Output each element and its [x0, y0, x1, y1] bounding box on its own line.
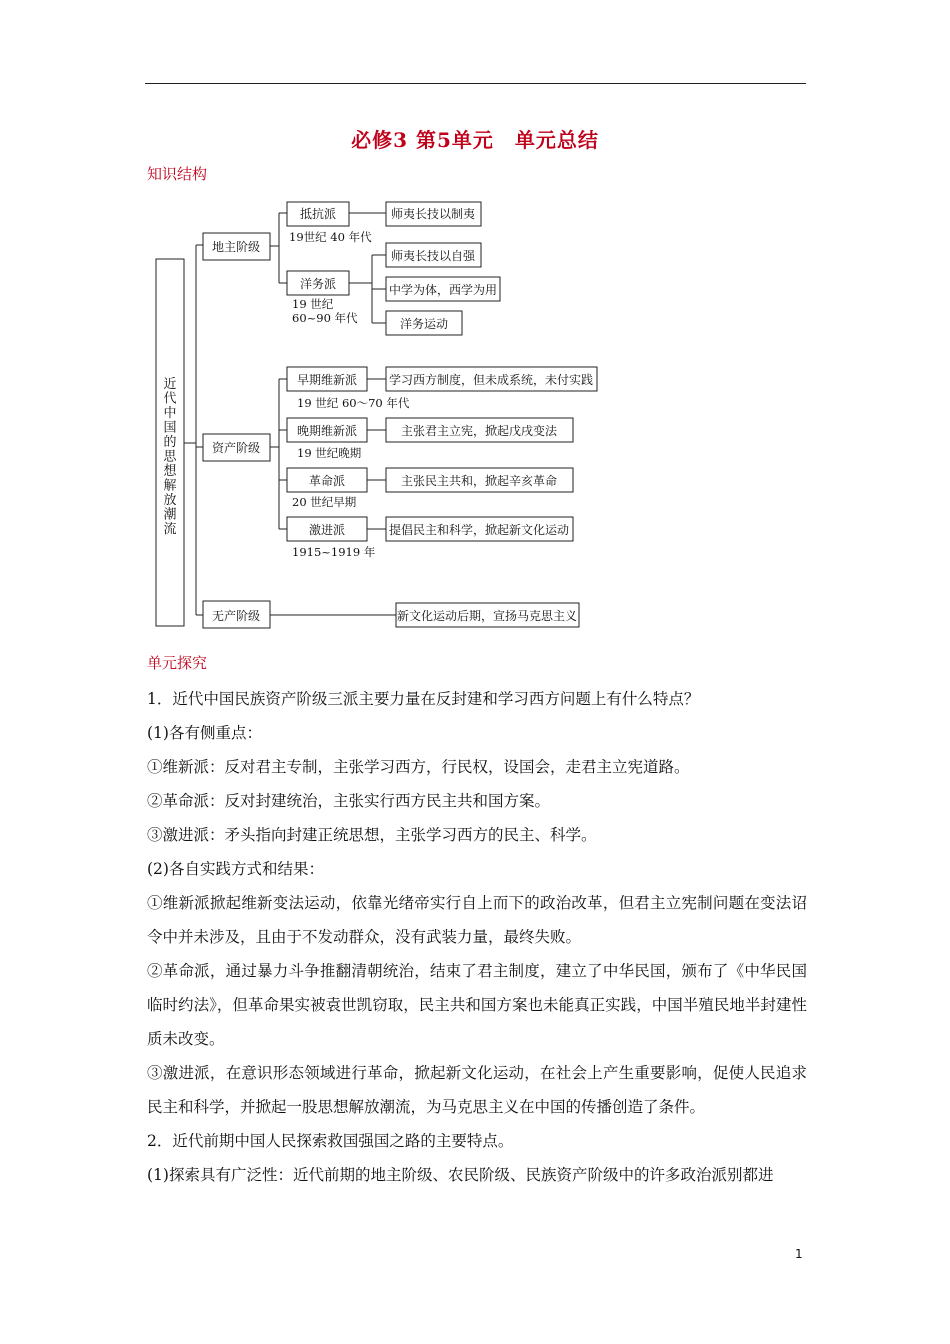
faction-westernization-label: 洋务派	[299, 277, 337, 291]
q1-point-1-a: ①维新派：反对君主专制，主张学习西方，行民权，设国会，走君主立宪道路。	[147, 758, 690, 776]
q1-point-2-c: ③激进派，在意识形态领域进行革命，掀起新文化运动，在社会上产生重要影响，促使人民追求民主和科学，并掀起一股思想解放潮流，为马克思主义在中国的传播创造了条件。	[147, 1064, 807, 1116]
faction-revolutionary-time: 20 世纪早期	[292, 495, 357, 509]
section-heading-inquiry: 单元探究	[147, 654, 208, 672]
question-2: 2．近代前期中国人民探索救国强国之路的主要特点。	[147, 1132, 514, 1150]
faction-resist-time: 19世纪 40 年代	[289, 230, 372, 244]
class-bourgeois-label: 资产阶级	[211, 441, 261, 455]
idea-rad-1: 提倡民主和科学，掀起新文化运动	[388, 523, 570, 537]
class-landlord-label: 地主阶级	[211, 240, 261, 254]
section-heading-structure: 知识结构	[147, 165, 208, 183]
faction-early-reform-label: 早期维新派	[296, 373, 358, 387]
q1-point-1: (1)各有侧重点：	[147, 724, 262, 742]
q2-point-1: (1)探索具有广泛性：近代前期的地主阶级、农民阶级、民族资产阶级中的许多政治派别都进	[147, 1166, 774, 1184]
knowledge-structure-diagram	[0, 0, 950, 640]
page-number: 1	[795, 1247, 803, 1261]
faction-late-reform-time: 19 世纪晚期	[297, 446, 362, 460]
idea-late-1: 主张君主立宪，掀起戊戌变法	[400, 424, 558, 438]
faction-westernization-time-2: 60~90 年代	[292, 311, 358, 325]
idea-west-2: 中学为体，西学为用	[388, 283, 498, 297]
faction-westernization-time-1: 19 世纪	[292, 297, 334, 311]
idea-rev-1: 主张民主共和，掀起辛亥革命	[400, 474, 558, 488]
idea-resist-1: 师夷长技以制夷	[390, 207, 476, 221]
idea-prol-1: 新文化运动后期，宣扬马克思主义	[396, 609, 578, 623]
faction-radical-time: 1915~1919 年	[292, 545, 376, 559]
faction-resist-label: 抵抗派	[299, 207, 337, 221]
idea-early-1: 学习西方制度，但未成系统，未付实践	[388, 373, 594, 387]
idea-west-3: 洋务运动	[399, 317, 449, 331]
page-title: 必修3 第5单元 单元总结	[351, 128, 599, 152]
q1-point-2-a: ①维新派掀起维新变法运动，依靠光绪帝实行自上而下的政治改革，但君主立宪制问题在变法诏令中并未涉及，且由于不发动群众，没有武装力量，最终失败。	[147, 894, 807, 946]
root-label: 近代中国的思想解放潮流	[163, 377, 177, 537]
q1-point-1-b: ②革命派：反对封建统治，主张实行西方民主共和国方案。	[147, 792, 551, 810]
q1-point-1-c: ③激进派：矛头指向封建正统思想，主张学习西方的民主、科学。	[147, 826, 597, 844]
class-proletariat-label: 无产阶级	[211, 609, 261, 623]
question-1: 1．近代中国民族资产阶级三派主要力量在反封建和学习西方问题上有什么特点？	[147, 690, 700, 708]
inquiry-body	[147, 682, 807, 1192]
root-vertical-label	[163, 377, 177, 537]
idea-west-1: 师夷长技以自强	[390, 249, 476, 263]
faction-radical-label: 激进派	[308, 523, 346, 537]
faction-revolutionary-label: 革命派	[308, 474, 346, 488]
q1-point-2: (2)各自实践方式和结果：	[147, 860, 324, 878]
faction-late-reform-label: 晚期维新派	[296, 424, 358, 438]
faction-early-reform-time: 19 世纪 60～70 年代	[297, 396, 410, 410]
q1-point-2-b: ②革命派，通过暴力斗争推翻清朝统治，结束了君主制度，建立了中华民国，颁布了《中华民国临时约法》，但革命果实被袁世凯窃取，民主共和国方案也未能真正实践，中国半殖民地半封建性质未改变。	[147, 962, 807, 1048]
